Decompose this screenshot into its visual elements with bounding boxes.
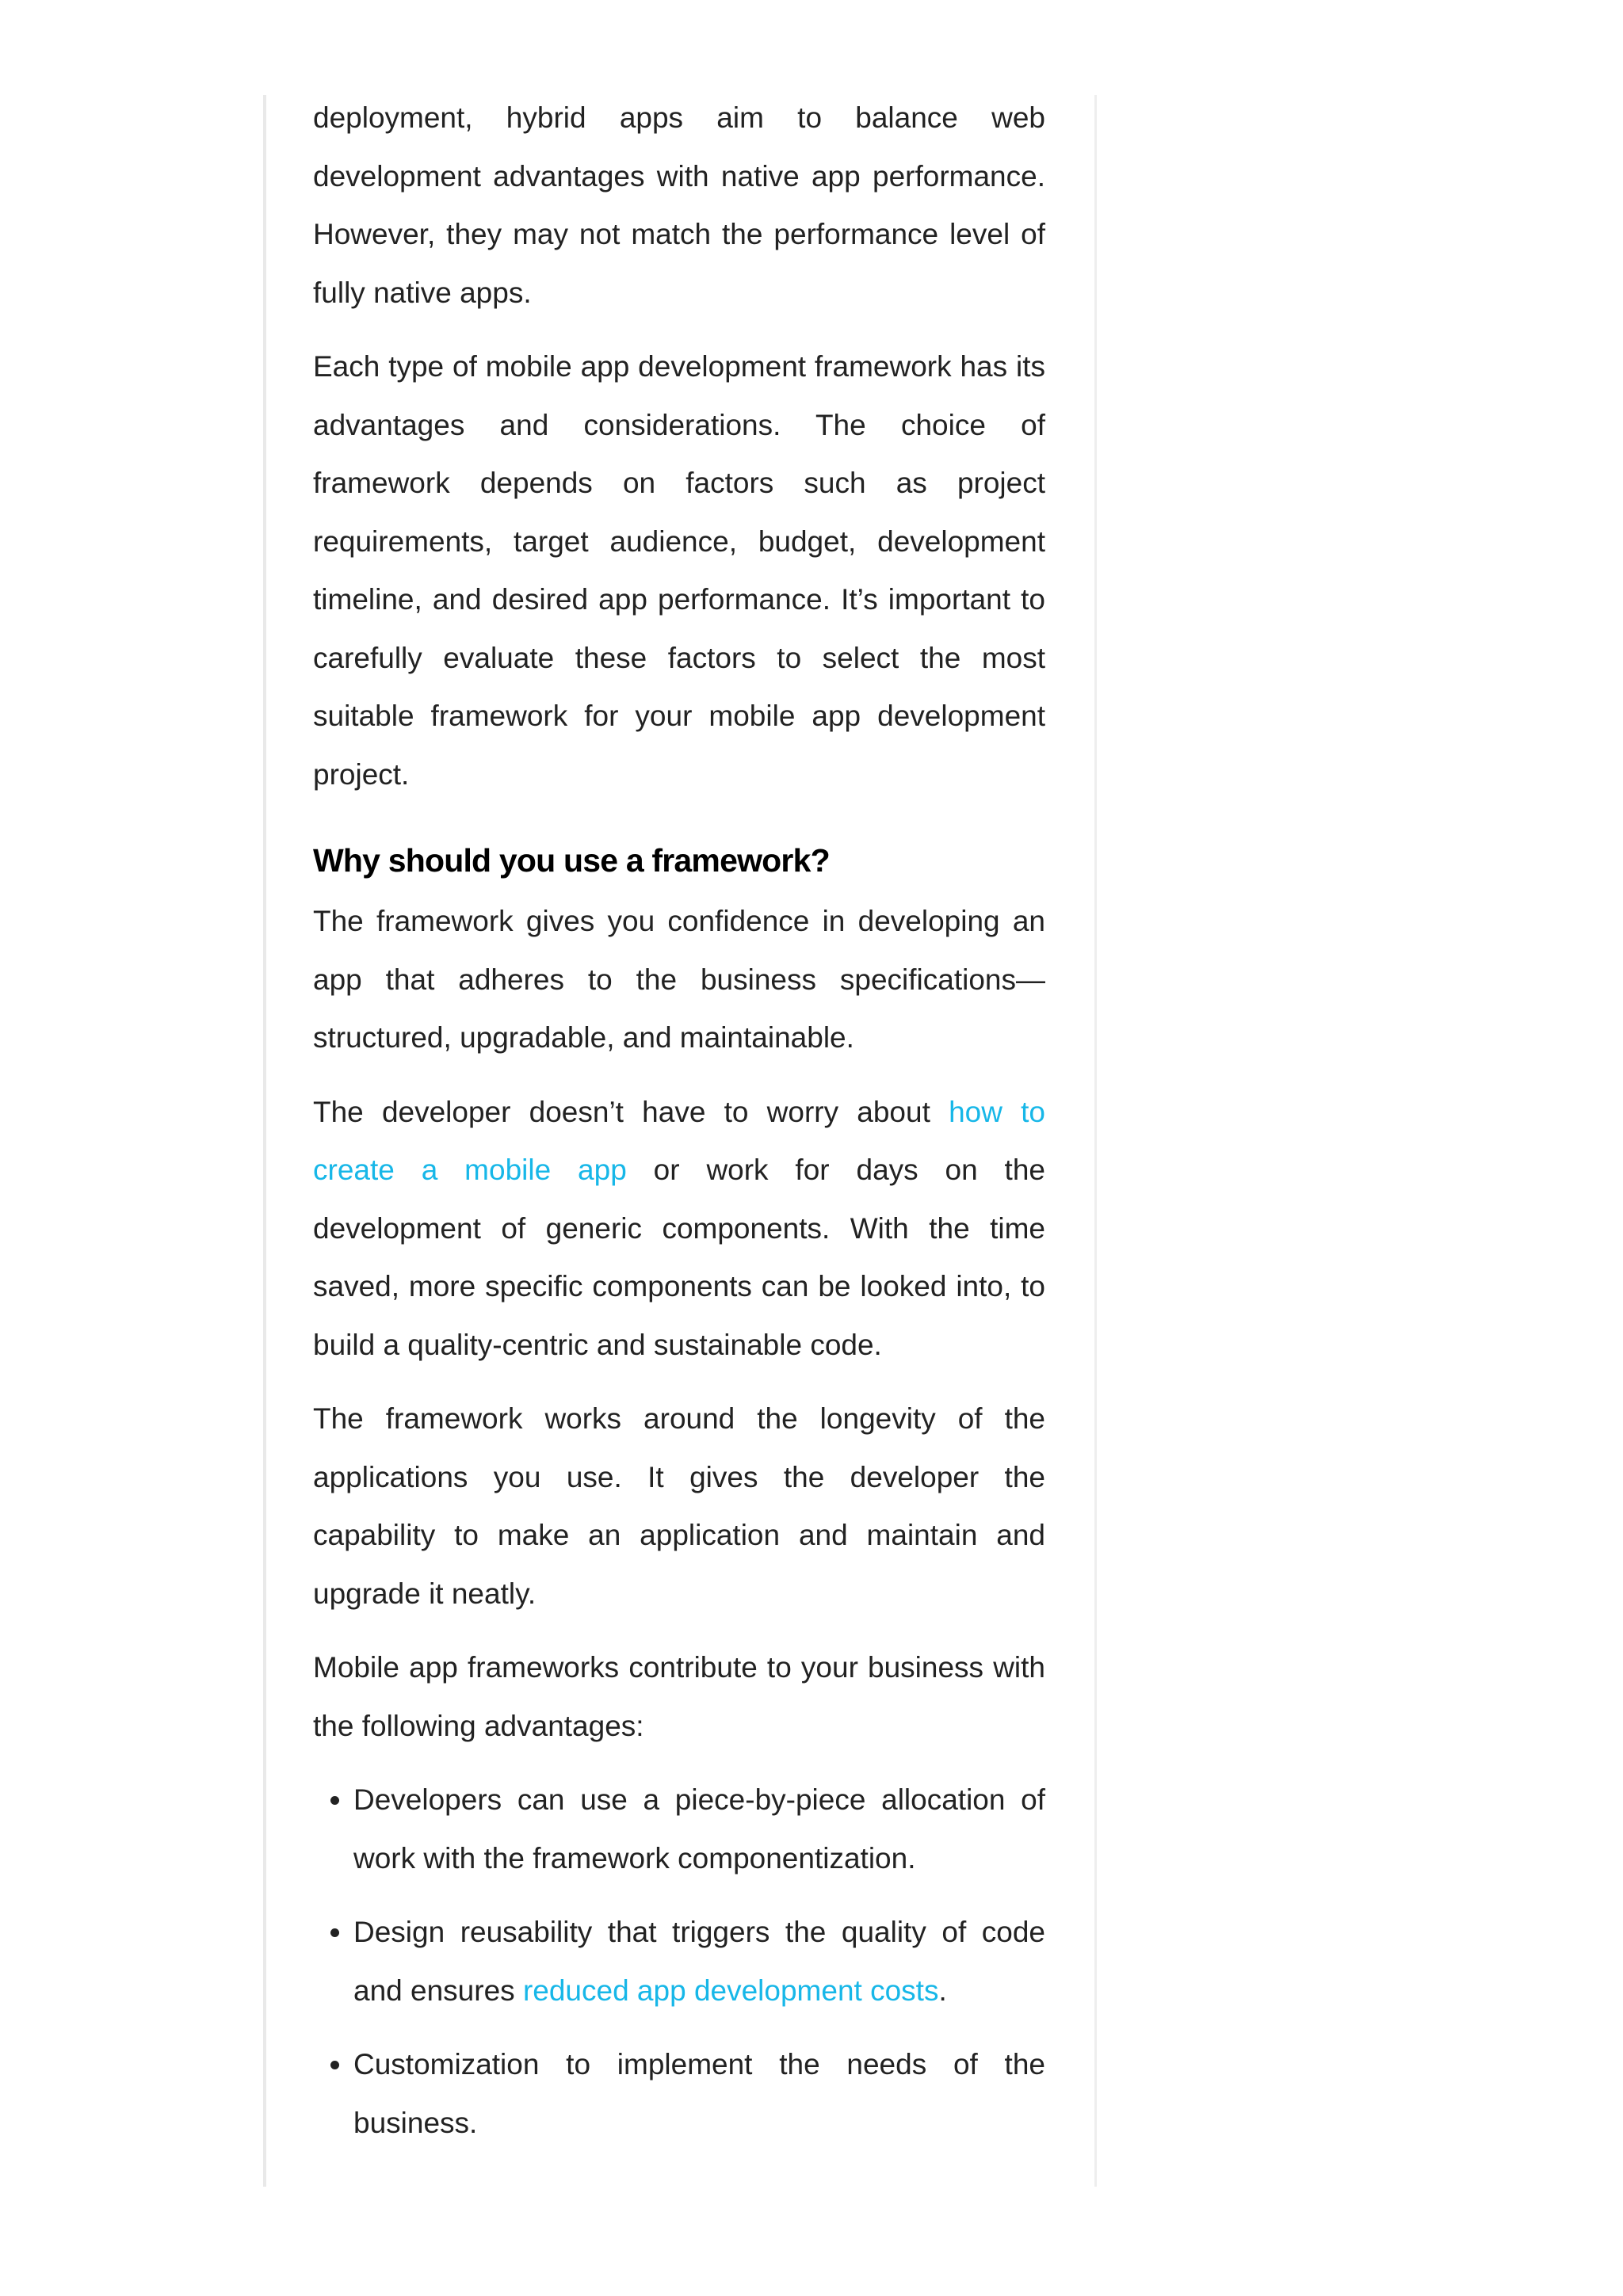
list-item-text-before: Design reusability that triggers the quality of code and ensures [353,1916,1045,2007]
list-item-design-reusability [353,1903,1045,2019]
paragraph-developer-text-after: or work for days on the development of generic components. With the time saved, more specific components can be looked into, to build a quality-centric and sustainable code. [313,1154,1045,1361]
paragraph-advantages-intro: Mobile app frameworks contribute to your business with the following advantages: [313,1651,1045,1742]
content-left-border [263,95,266,2187]
paragraph-framework-types: Each type of mobile app development framework has its advantages and considerations. The choice of framework depends on factors such as project requirements, target audience, budget, development timeline, and desired app performance. It’s important to carefully evaluate these factors to select the most suitable framework for your mobile app development project. [313,350,1045,791]
how-to-create-mobile-app-link[interactable]: how to create a mobile app [313,1095,1046,1186]
content-right-border [1094,95,1097,2187]
advantages-list [313,1771,1045,2152]
list-item-text-after: . [938,1974,947,2007]
paragraph-longevity: The framework works around the longevity of the applications you use. It gives the developer the capability to make an application and maintain and upgrade it neatly. [313,1402,1045,1610]
paragraph-confidence: The framework gives you confidence in developing an app that adheres to the business specifications—structured, upgradable, and maintainable. [313,905,1045,1054]
list-item-componentization: • Developers can use a piece-by-piece allocation of work with the framework componentization. [353,1771,1045,1887]
paragraph-developer-text-before: The developer doesn’t have to worry about [313,1095,949,1128]
reduced-app-development-costs-link[interactable]: reduced app development costs [522,1974,939,2007]
paragraph-developer [313,1083,1045,1375]
list-item-customization: • Customization to implement the needs of the business. [353,2035,1045,2152]
article-body [313,89,1045,2168]
section-heading-why-framework: Why should you use a framework? [313,842,830,879]
paragraph-hybrid-apps: deployment, hybrid apps aim to balance web development advantages with native app performance. However, they may not match the performance level of fully native apps. [313,101,1045,309]
